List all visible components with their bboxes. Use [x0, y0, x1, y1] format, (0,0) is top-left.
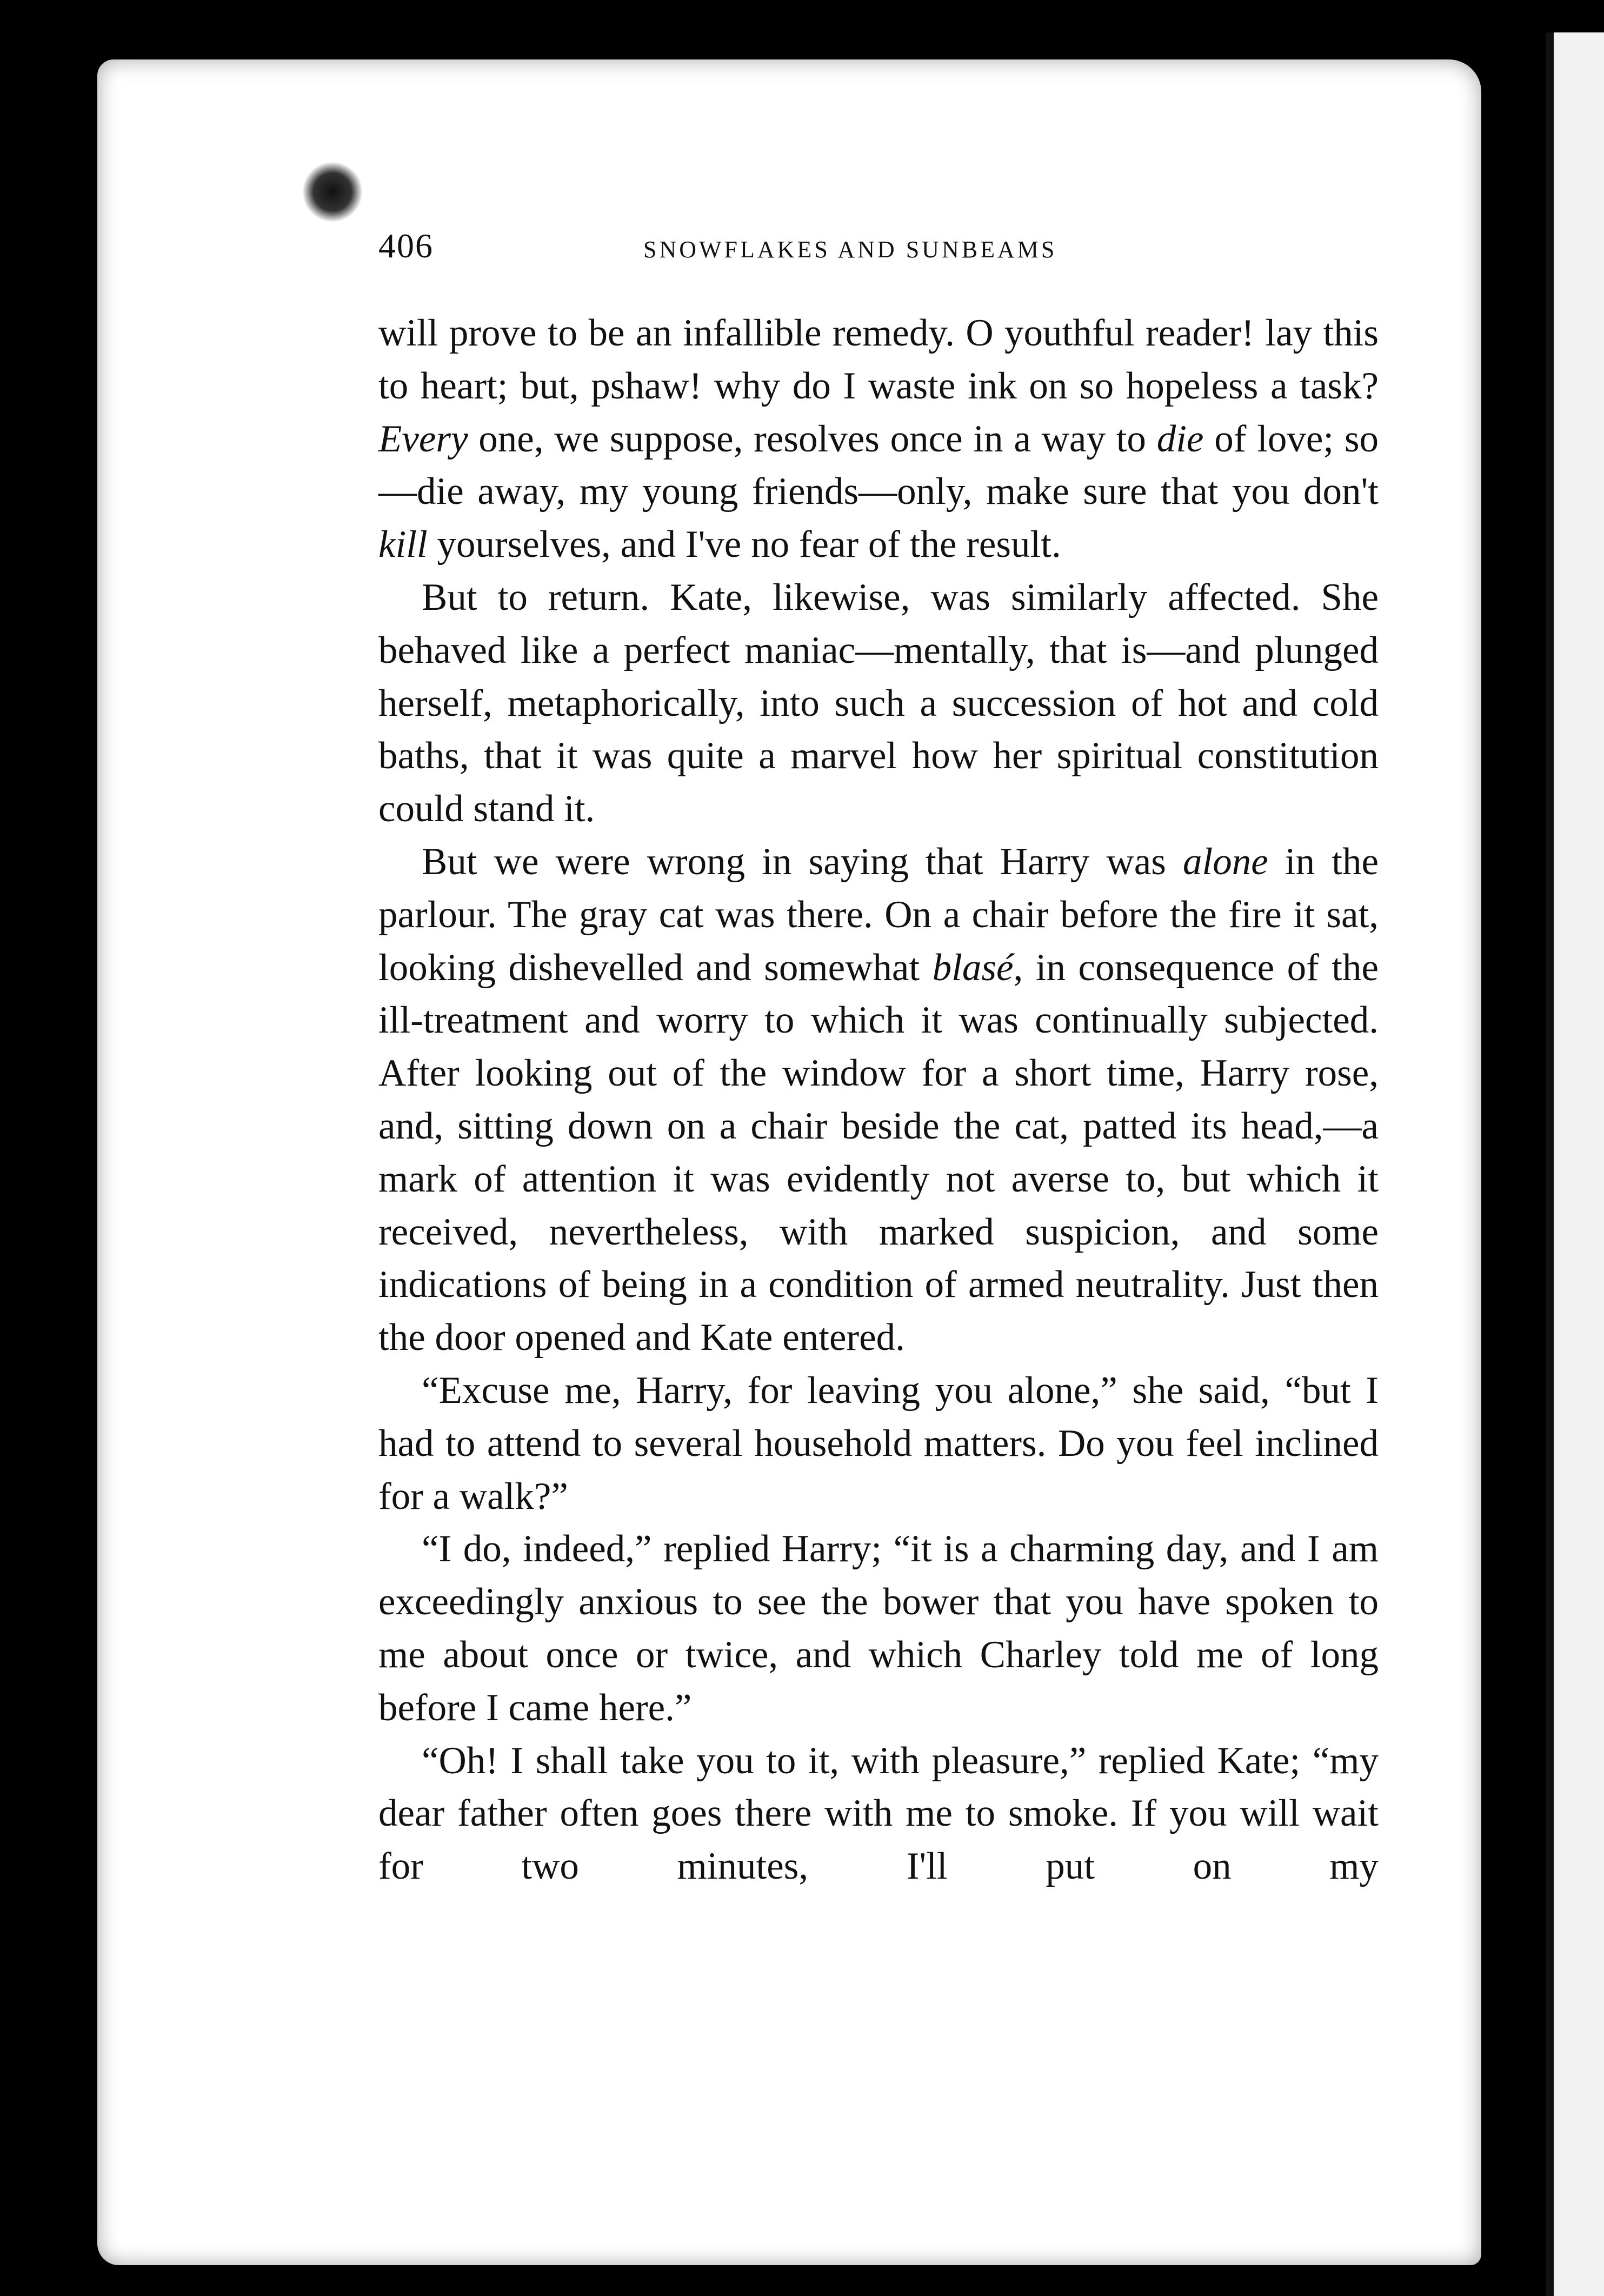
text-run: , in consequence of the ill-treatment and worry to which it was continually subjected. After looking out of the window for a short time, Harry rose, and, sitting down on a chair beside the cat, patted its head,—a mark of attention it was evidently not averse to, but which it received, nevertheless, with marked suspicion, and some indications of being in a condition of armed neutrality. Just then the door opened and Kate entered. [378, 946, 1379, 1359]
paragraph [378, 1365, 1379, 1523]
paragraph [378, 1523, 1379, 1734]
text-run: “I do, indeed,” replied Harry; “it is a charming day, and I am exceedingly anxious to see the bower that you have spoken to me about once or twice, and which Charley told me of long before I came here.” [378, 1528, 1379, 1729]
italic-text: alone [1183, 840, 1268, 883]
text-run: will prove to be an infallible remedy. O youthful reader! lay this to heart; but, pshaw! why do I waste ink on so hopeless a task? [378, 312, 1379, 407]
text-run: in the parlour. The gray cat was there. On a chair before the fire it sat, looking dishevelled and somewhat [378, 840, 1379, 989]
page-header [378, 226, 1379, 285]
adjacent-page-edge [1546, 32, 1604, 2296]
page-number: 406 [378, 227, 434, 265]
paragraph [378, 571, 1379, 836]
text-run: But we were wrong in saying that Harry was [422, 840, 1183, 883]
italic-text: die [1156, 417, 1204, 460]
text-run: “Oh! I shall take you to it, with pleasure,” replied Kate; “my dear father often goes there with me to smoke. If you will wait for two minutes, I'll put on my [378, 1739, 1379, 1888]
text-run: one, we suppose, resolves once in a way to [468, 417, 1157, 460]
body-text [378, 307, 1379, 1893]
ink-blot [303, 162, 362, 222]
paragraph [378, 836, 1379, 1365]
text-run: “Excuse me, Harry, for leaving you alone,” she said, “but I had to attend to several household matters. Do you feel inclined for a walk?” [378, 1369, 1379, 1518]
paragraph [378, 1735, 1379, 1893]
text-run: of love; so—die away, my young friends—only, make sure that you don't [378, 417, 1379, 513]
paragraph [378, 307, 1379, 571]
italic-text: blasé [932, 946, 1014, 989]
italic-text: kill [378, 523, 428, 566]
italic-text: Every [378, 417, 468, 460]
text-run: But to return. Kate, likewise, was similarly affected. She behaved like a perfect maniac—mentally, that is—and plunged herself, metaphorically, into such a succession of hot and cold baths, that it was quite a marvel how her spiritual constitution could stand it. [378, 576, 1379, 830]
running-title: SNOWFLAKES AND SUNBEAMS [643, 236, 1057, 263]
text-run: yourselves, and I've no fear of the result. [427, 523, 1061, 566]
